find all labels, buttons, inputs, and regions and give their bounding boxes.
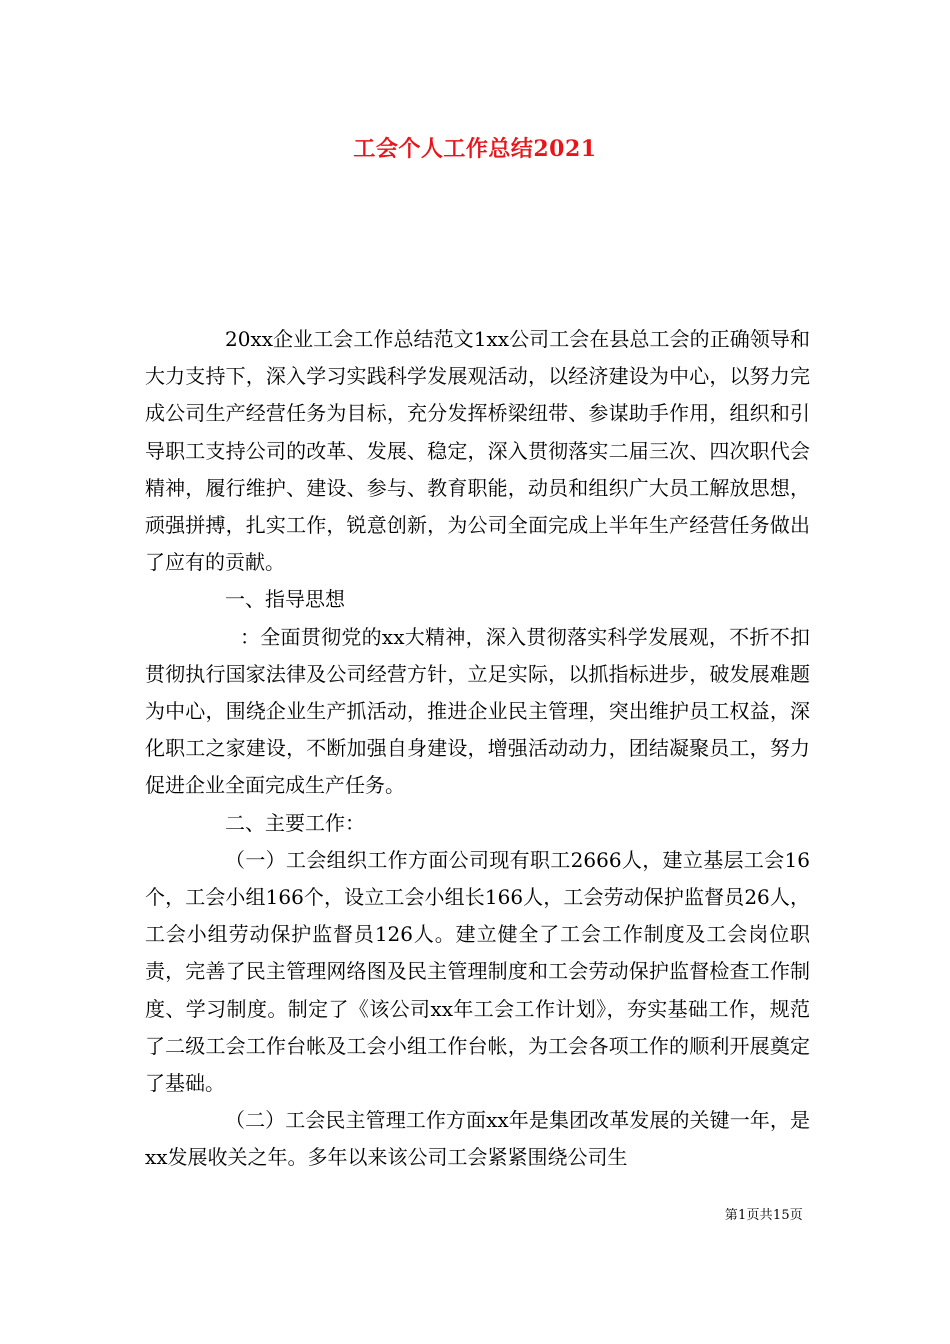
paragraph-democratic-management: （二）工会民主管理工作方面xx年是集团改革发展的关键一年，是xx发展收关之年。多年以来该公司工会紧紧围绕公司生 [145, 1108, 810, 1170]
page-number: 第1页共15页 [724, 1208, 803, 1223]
heading-guiding-thought: 一、指导思想 [225, 587, 345, 612]
paragraph-guiding-thought: ：全面贯彻党的xx大精神，深入贯彻落实科学发展观，不折不扣贯彻执行国家法律及公司经营方针，立足实际，以抓指标进步，破发展难题为中心，围绕企业生产抓活动，推进企业民主管理，突出维护员工权益，深化职工之家建设，不断加强自身建设，增强活动动力，团结凝聚员工，努力促进企业全面完成生产任务。 [145, 624, 810, 798]
paragraph-organization-work: （一）工会组织工作方面公司现有职工2666人，建立基层工会16个，工会小组166个，设立工会小组长166人，工会劳动保护监督员26人，工会小组劳动保护监督员126人。建立健全了工会工作制度及工会岗位职责，完善了民主管理网络图及民主管理制度和工会劳动保护监督检查工作制度、学习制度。制定了《该公司xx年工会工作计划》，夯实基础工作，规范了二级工会工作台帐及工会小组工作台帐，为工会各项工作的顺利开展奠定了基础。 [145, 847, 810, 1096]
document-body [145, 321, 810, 1177]
heading-main-work: 二、主要工作： [225, 810, 365, 835]
paragraph-intro: 20xx企业工会工作总结范文1xx公司工会在县总工会的正确领导和大力支持下，深入学习实践科学发展观活动，以经济建设为中心，以努力完成公司生产经营任务为目标，充分发挥桥梁纽带、参谋助手作用，组织和引导职工支持公司的改革、发展、稳定，深入贯彻落实二届三次、四次职代会精神，履行维护、建设、参与、教育职能，动员和组织广大员工解放思想，顽强拼搏，扎实工作，锐意创新，为公司全面完成上半年生产经营任务做出了应有的贡献。 [145, 327, 810, 575]
document-title: 工会个人工作总结2021 [353, 136, 597, 162]
